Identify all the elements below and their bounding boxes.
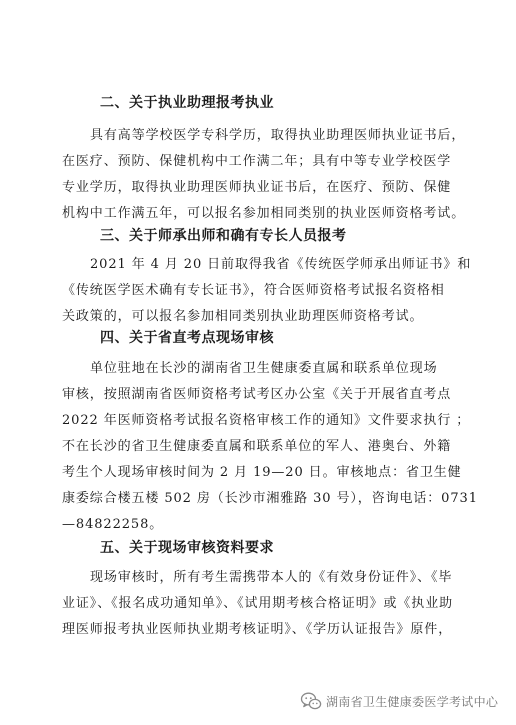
wechat-icon — [300, 690, 322, 712]
paragraph-line: 2022 年医师资格考试报名资格审核工作的通知》文件要求执行 ； — [62, 413, 471, 428]
section-heading-3: 三、关于师承出师和确有专长人员报考 — [100, 228, 347, 244]
paragraph-line: 机构中工作满五年，可以报名参加相同类别的执业医师资格考试。 — [62, 206, 466, 221]
watermark-text: 湖南省卫生健康委医学考试中心 — [326, 694, 499, 709]
paragraph-line: 《传统医学医术确有专长证书》，符合医师资格考试报名资格相 — [62, 283, 445, 298]
paragraph-line: 业证》、《报名成功通知单》、《试用期考核合格证明》或《执业助 — [62, 596, 454, 611]
section-heading-2: 二、关于执业助理报考执业 — [100, 95, 274, 111]
paragraph-line: —84822258。 — [62, 517, 164, 532]
section-heading-4: 四、关于省直考点现场审核 — [100, 330, 274, 346]
paragraph-line: 审核，按照湖南省医师资格考试考区办公室《关于开展省直考点 — [62, 387, 452, 402]
paragraph-line: 专业学历，取得执业助理医师执业证书后，在医疗、预防、保健 — [62, 180, 452, 195]
paragraph-line: 理医师报考执业医师执业期考核证明》、《学历认证报告》原件， — [62, 622, 453, 637]
paragraph-line: 不在长沙的省卫生健康委直属和联系单位的军人、港奥台、外籍 — [62, 439, 452, 454]
paragraph-line: 2021 年 4 月 20 日前取得我省《传统医学师承出师证书》和 — [90, 257, 472, 272]
paragraph-line: 康委综合楼五楼 502 房（长沙市湘雅路 30 号），咨询电话：0731 — [62, 491, 478, 506]
paragraph-line: 现场审核时，所有考生需携带本人的《有效身份证件》、《毕 — [90, 570, 453, 585]
paragraph-line: 具有高等学校医学专科学历，取得执业助理医师执业证书后， — [90, 128, 466, 143]
paragraph-line: 在医疗、预防、保健机构中工作满二年；具有中等专业学校医学 — [62, 154, 452, 169]
paragraph-line: 单位驻地在长沙的湖南省卫生健康委直属和联系单位现场 — [90, 361, 438, 376]
paragraph-line: 关政策的，可以报名参加相同类别执业助理医师资格考试。 — [62, 309, 424, 324]
section-heading-5: 五、关于现场审核资料要求 — [100, 540, 274, 556]
paragraph-line: 考生个人现场审核时间为 2 月 19—20 日。审核地点：省卫生健 — [62, 465, 462, 480]
watermark — [300, 690, 498, 712]
